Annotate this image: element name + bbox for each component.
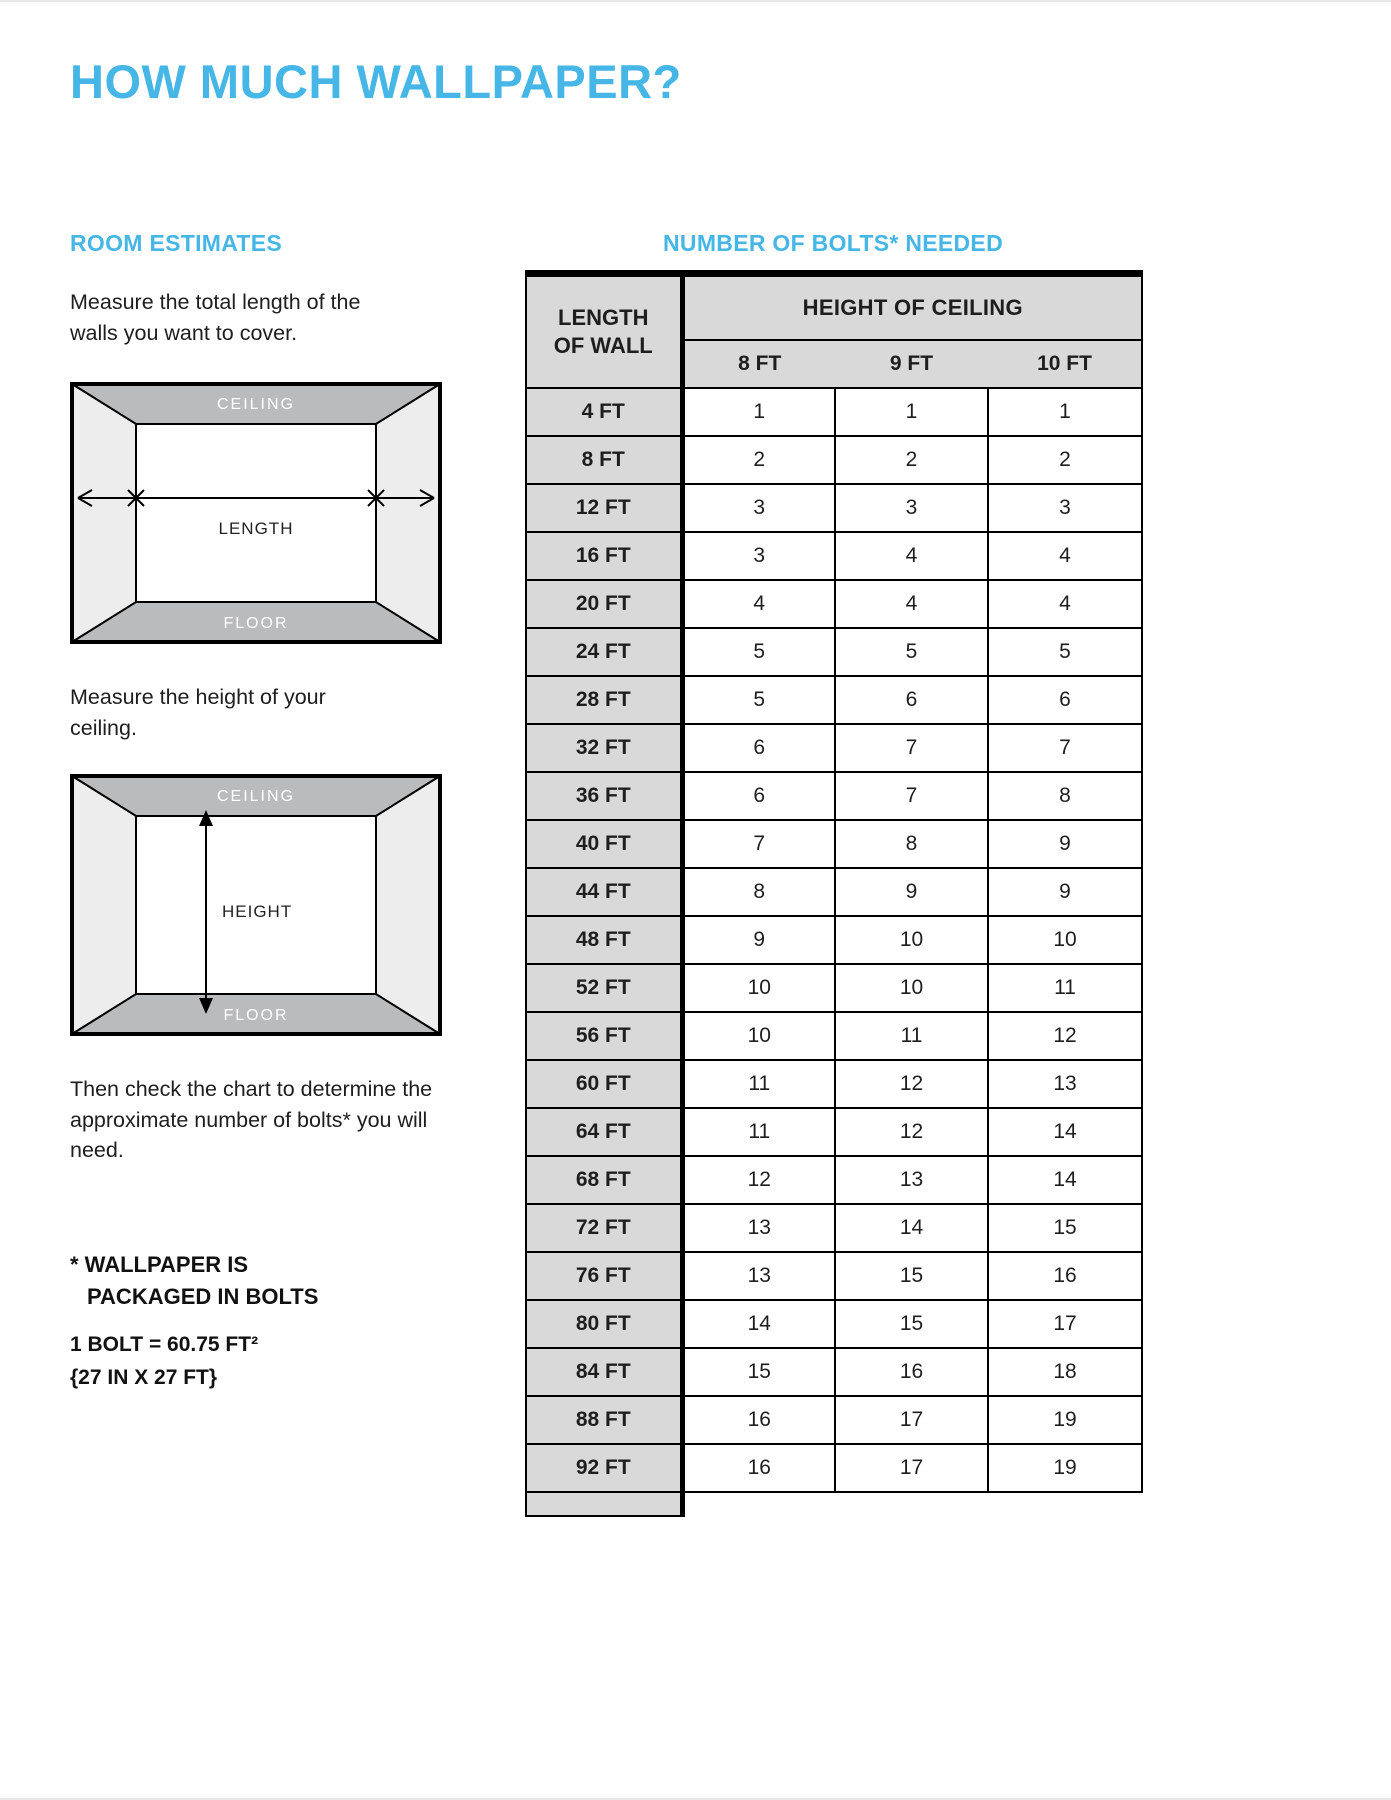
table-row [526,628,1142,676]
wall-length-label: 16 FT [526,532,682,580]
table-row [526,436,1142,484]
bolt-count-cell: 14 [835,1204,988,1252]
bolt-size-line1: 1 BOLT = 60.75 FT² [70,1333,259,1356]
bolt-count-cell: 12 [835,1108,988,1156]
bolt-table-header [526,274,1142,388]
bolt-count-cell: 7 [835,724,988,772]
table-row [526,820,1142,868]
bolt-count-cell: 17 [835,1396,988,1444]
wall-length-label: 68 FT [526,1156,682,1204]
bolt-count-cell: 13 [682,1252,835,1300]
bolt-count-cell: 13 [988,1060,1142,1108]
left-wall [72,384,136,642]
bolt-count-cell: 19 [988,1396,1142,1444]
wall-length-label: 20 FT [526,580,682,628]
height-label: HEIGHT [222,902,293,921]
length-label: LENGTH [218,519,294,538]
table-row [526,1300,1142,1348]
bolt-count-cell: 18 [988,1348,1142,1396]
bolt-count-cell: 4 [835,580,988,628]
bolt-count-cell: 6 [835,676,988,724]
table-row [526,532,1142,580]
table-row [526,1204,1142,1252]
instruction-check-chart: Then check the chart to determine the approximate number of bolts* you will need. [70,1077,433,1163]
bolt-count-cell: 5 [835,628,988,676]
bolt-count-cell: 16 [988,1252,1142,1300]
wall-length-label: 88 FT [526,1396,682,1444]
page-title: HOW MUCH WALLPAPER? [70,55,682,108]
footer-strip-cell [526,1492,682,1516]
bolt-count-cell: 17 [988,1300,1142,1348]
bolt-count-cell: 15 [835,1252,988,1300]
bolt-count-cell: 5 [682,676,835,724]
bolt-count-cell: 3 [835,484,988,532]
instruction-measure-height: Measure the height of your ceiling. [70,685,326,740]
bolt-count-cell: 10 [682,964,835,1012]
bolt-count-cell: 6 [682,772,835,820]
room-length-diagram [70,382,442,644]
bolt-count-cell: 10 [835,916,988,964]
wall-length-label: 84 FT [526,1348,682,1396]
ceiling-label: CEILING [216,396,296,413]
wall-length-label: 8 FT [526,436,682,484]
wall-length-label: 28 FT [526,676,682,724]
group-header: HEIGHT OF CEILING [682,274,1142,340]
bolt-count-cell: 15 [682,1348,835,1396]
table-row [526,1012,1142,1060]
bolt-count-cell: 11 [682,1108,835,1156]
table-row [526,724,1142,772]
wall-length-label: 24 FT [526,628,682,676]
bolt-count-cell: 11 [988,964,1142,1012]
bolt-count-cell: 9 [835,868,988,916]
bolt-count-cell: 16 [682,1396,835,1444]
wall-length-label: 80 FT [526,1300,682,1348]
table-row [526,1444,1142,1492]
table-row [526,1396,1142,1444]
wall-length-label: 64 FT [526,1108,682,1156]
bolt-count-cell: 3 [682,532,835,580]
ceiling-label: CEILING [216,788,296,805]
bolt-size-line2: {27 IN X 27 FT} [70,1365,218,1389]
wall-length-label: 40 FT [526,820,682,868]
bolt-count-cell: 10 [835,964,988,1012]
bolt-count-cell: 16 [835,1348,988,1396]
wall-length-label: 76 FT [526,1252,682,1300]
bolt-count-cell: 15 [988,1204,1142,1252]
bolts-needed-heading: NUMBER OF BOLTS* NEEDED [663,230,1003,256]
bolt-count-cell: 1 [682,388,835,436]
bolt-count-cell: 10 [988,916,1142,964]
bolt-count-cell: 13 [682,1204,835,1252]
table-row [526,1060,1142,1108]
right-wall [376,384,440,642]
bolt-count-cell: 9 [988,868,1142,916]
bolt-count-cell: 2 [835,436,988,484]
bolt-count-cell: 12 [835,1060,988,1108]
room-height-diagram [70,774,442,1036]
bolt-count-cell: 9 [988,820,1142,868]
bolt-count-cell: 14 [682,1300,835,1348]
wall-length-label: 48 FT [526,916,682,964]
room-estimates-heading: ROOM ESTIMATES [70,230,283,256]
floor-label: FLOOR [223,1007,289,1024]
table-row [526,1252,1142,1300]
wall-length-label: 92 FT [526,1444,682,1492]
bolt-count-cell: 8 [835,820,988,868]
wall-length-label: 44 FT [526,868,682,916]
bolt-count-cell: 2 [682,436,835,484]
bolt-count-cell: 13 [835,1156,988,1204]
bolt-table-body [526,388,1142,1492]
bolt-count-cell: 9 [682,916,835,964]
bolt-count-cell: 14 [988,1108,1142,1156]
bolt-count-cell: 12 [988,1012,1142,1060]
bolt-count-cell: 3 [682,484,835,532]
bolt-count-cell: 1 [835,388,988,436]
bolt-count-cell: 5 [682,628,835,676]
bolt-size-info [70,1329,258,1394]
wall-length-label: 32 FT [526,724,682,772]
bolt-count-cell: 7 [682,820,835,868]
col-header-10ft: 10 FT [988,340,1142,388]
corner-header: LENGTH OF WALL [526,274,682,388]
instruction-measure-length: Measure the total length of the walls you want to cover. [70,290,361,345]
bolt-count-cell: 10 [682,1012,835,1060]
bolt-count-cell: 5 [988,628,1142,676]
table-footer-strip [526,1492,1142,1516]
table-row [526,916,1142,964]
col-header-8ft: 8 FT [682,340,835,388]
wall-length-label: 4 FT [526,388,682,436]
bolt-count-cell: 4 [682,580,835,628]
packaging-note [70,1249,318,1313]
bolt-count-cell: 1 [988,388,1142,436]
right-wall [376,776,440,1034]
bolt-count-cell: 19 [988,1444,1142,1492]
bolt-count-cell: 4 [988,580,1142,628]
table-row [526,1156,1142,1204]
bolt-count-cell: 11 [835,1012,988,1060]
bolt-count-cell: 2 [988,436,1142,484]
bolt-count-cell: 14 [988,1156,1142,1204]
bolt-count-cell: 7 [988,724,1142,772]
table-row [526,868,1142,916]
bolt-count-cell: 11 [682,1060,835,1108]
packaging-note-line1: * WALLPAPER IS [70,1252,249,1277]
bolt-count-cell: 15 [835,1300,988,1348]
bolt-count-cell: 12 [682,1156,835,1204]
wall-length-label: 72 FT [526,1204,682,1252]
wall-length-label: 36 FT [526,772,682,820]
table-row [526,964,1142,1012]
table-row [526,484,1142,532]
wall-length-label: 60 FT [526,1060,682,1108]
table-row [526,1108,1142,1156]
bolt-count-cell: 4 [835,532,988,580]
bolt-count-cell: 8 [682,868,835,916]
table-row [526,580,1142,628]
left-wall [72,776,136,1034]
wall-length-label: 12 FT [526,484,682,532]
bolt-count-cell: 4 [988,532,1142,580]
bolt-count-cell: 8 [988,772,1142,820]
col-header-9ft: 9 FT [835,340,988,388]
bolt-table [525,270,1143,1517]
table-row [526,772,1142,820]
floor-label: FLOOR [223,615,289,632]
bolt-count-cell: 7 [835,772,988,820]
table-row [526,1348,1142,1396]
bolt-count-cell: 6 [988,676,1142,724]
bolt-count-cell: 16 [682,1444,835,1492]
bolt-count-cell: 3 [988,484,1142,532]
wall-length-label: 56 FT [526,1012,682,1060]
bolt-count-cell: 6 [682,724,835,772]
packaging-note-line2: PACKAGED IN BOLTS [87,1283,319,1309]
table-row [526,676,1142,724]
bolt-count-cell: 17 [835,1444,988,1492]
back-wall [136,424,376,602]
table-row [526,388,1142,436]
wall-length-label: 52 FT [526,964,682,1012]
